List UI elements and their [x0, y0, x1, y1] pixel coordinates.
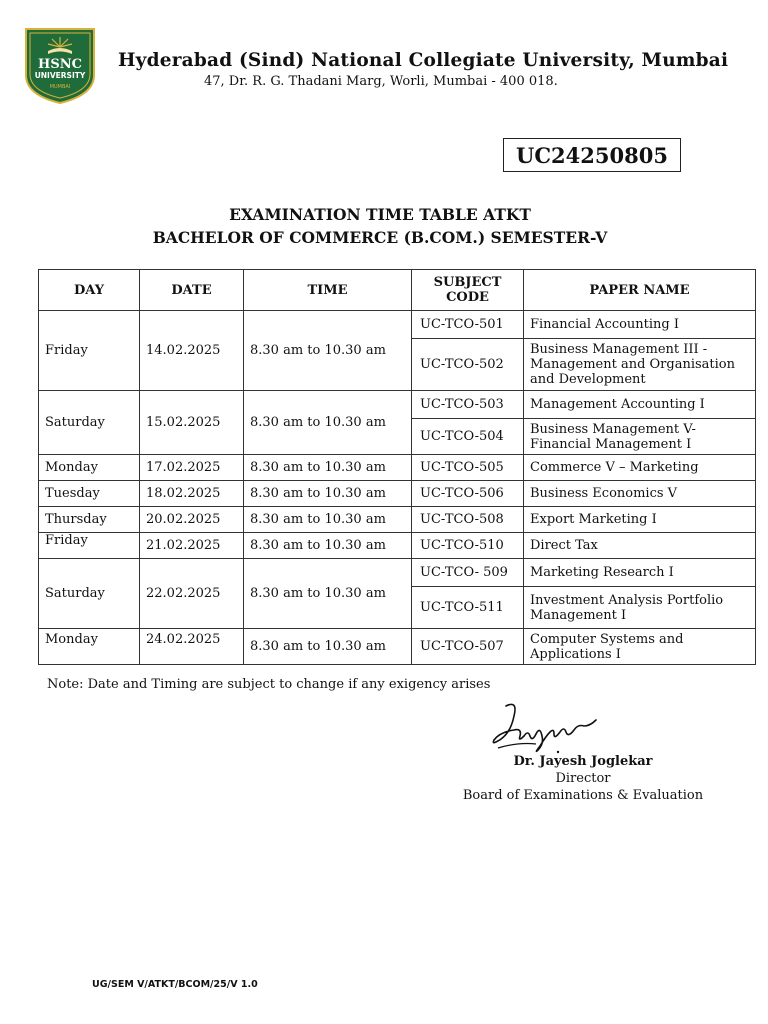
cell-day: Saturday [39, 391, 140, 455]
cell-subject-code: UC-TCO-506 [412, 481, 524, 507]
cell-paper-name: Export Marketing I [524, 507, 756, 533]
university-address: 47, Dr. R. G. Thadani Marg, Worli, Mumbai - 400 018. [204, 74, 558, 89]
cell-date: 15.02.2025 [140, 391, 244, 455]
column-header-time: TIME [244, 270, 412, 311]
document-code-box: UC24250805 [503, 138, 681, 172]
cell-day: Tuesday [39, 481, 140, 507]
cell-date: 20.02.2025 [140, 507, 244, 533]
document-reference-code: UG/SEM V/ATKT/BCOM/25/V 1.0 [92, 979, 258, 990]
cell-subject-code: UC-TCO-501 [412, 311, 524, 339]
column-header-paper-name: PAPER NAME [524, 270, 756, 311]
cell-day: Thursday [39, 507, 140, 533]
cell-day: Friday [39, 311, 140, 391]
cell-paper-name: Computer Systems and Applications I [524, 629, 756, 665]
svg-text:UNIVERSITY: UNIVERSITY [34, 71, 86, 80]
signatory-title: Director [555, 771, 611, 786]
timetable [38, 269, 756, 665]
cell-subject-code: UC-TCO-503 [412, 391, 524, 419]
cell-day: Saturday [39, 559, 140, 629]
cell-day: Monday [39, 455, 140, 481]
table-row [39, 559, 756, 587]
cell-time: 8.30 am to 10.30 am [244, 455, 412, 481]
cell-paper-name: Commerce V – Marketing [524, 455, 756, 481]
table-row [39, 481, 756, 507]
cell-paper-name: Management Accounting I [524, 391, 756, 419]
cell-time: 8.30 am to 10.30 am [244, 629, 412, 665]
column-header-day: DAY [39, 270, 140, 311]
column-header-date: DATE [140, 270, 244, 311]
cell-date: 14.02.2025 [140, 311, 244, 391]
cell-paper-name: Business Management V- Financial Management I [524, 419, 756, 455]
director-signature [488, 696, 600, 758]
cell-day: Friday [39, 533, 140, 559]
cell-paper-name: Investment Analysis Portfolio Management I [524, 587, 756, 629]
cell-date: 21.02.2025 [140, 533, 244, 559]
cell-subject-code: UC-TCO-505 [412, 455, 524, 481]
svg-text:MUMBAI: MUMBAI [49, 84, 71, 90]
cell-subject-code: UC-TCO-507 [412, 629, 524, 665]
cell-paper-name: Marketing Research I [524, 559, 756, 587]
university-name: Hyderabad (Sind) National Collegiate University, Mumbai [118, 50, 729, 71]
university-logo [22, 25, 98, 105]
cell-date: 24.02.2025 [140, 629, 244, 665]
cell-date: 22.02.2025 [140, 559, 244, 629]
cell-date: 18.02.2025 [140, 481, 244, 507]
footnote: Note: Date and Timing are subject to change if any exigency arises [47, 677, 491, 692]
column-header-subject-code: SUBJECT CODE [412, 270, 524, 311]
signatory-department: Board of Examinations & Evaluation [462, 788, 704, 803]
table-row [39, 311, 756, 339]
cell-paper-name: Business Economics V [524, 481, 756, 507]
cell-time: 8.30 am to 10.30 am [244, 559, 412, 629]
cell-time: 8.30 am to 10.30 am [244, 311, 412, 391]
cell-day: Monday [39, 629, 140, 665]
table-row [39, 533, 756, 559]
cell-subject-code: UC-TCO-508 [412, 507, 524, 533]
table-row [39, 507, 756, 533]
cell-date: 17.02.2025 [140, 455, 244, 481]
table-row [39, 455, 756, 481]
table-header-row [39, 270, 756, 311]
cell-subject-code: UC-TCO- 509 [412, 559, 524, 587]
cell-time: 8.30 am to 10.30 am [244, 507, 412, 533]
cell-time: 8.30 am to 10.30 am [244, 533, 412, 559]
cell-paper-name: Business Management III - Management and Organisation and Development [524, 339, 756, 391]
table-row [39, 629, 756, 665]
cell-subject-code: UC-TCO-511 [412, 587, 524, 629]
table-row [39, 391, 756, 419]
cell-time: 8.30 am to 10.30 am [244, 481, 412, 507]
cell-subject-code: UC-TCO-502 [412, 339, 524, 391]
cell-time: 8.30 am to 10.30 am [244, 391, 412, 455]
cell-subject-code: UC-TCO-504 [412, 419, 524, 455]
page-subtitle: BACHELOR OF COMMERCE (B.COM.) SEMESTER-V [152, 228, 608, 247]
signatory-name: Dr. Jayesh Joglekar [513, 754, 653, 769]
cell-paper-name: Financial Accounting I [524, 311, 756, 339]
svg-text:HSNC: HSNC [38, 57, 82, 72]
page-title: EXAMINATION TIME TABLE ATKT [229, 205, 531, 224]
cell-subject-code: UC-TCO-510 [412, 533, 524, 559]
cell-paper-name: Direct Tax [524, 533, 756, 559]
